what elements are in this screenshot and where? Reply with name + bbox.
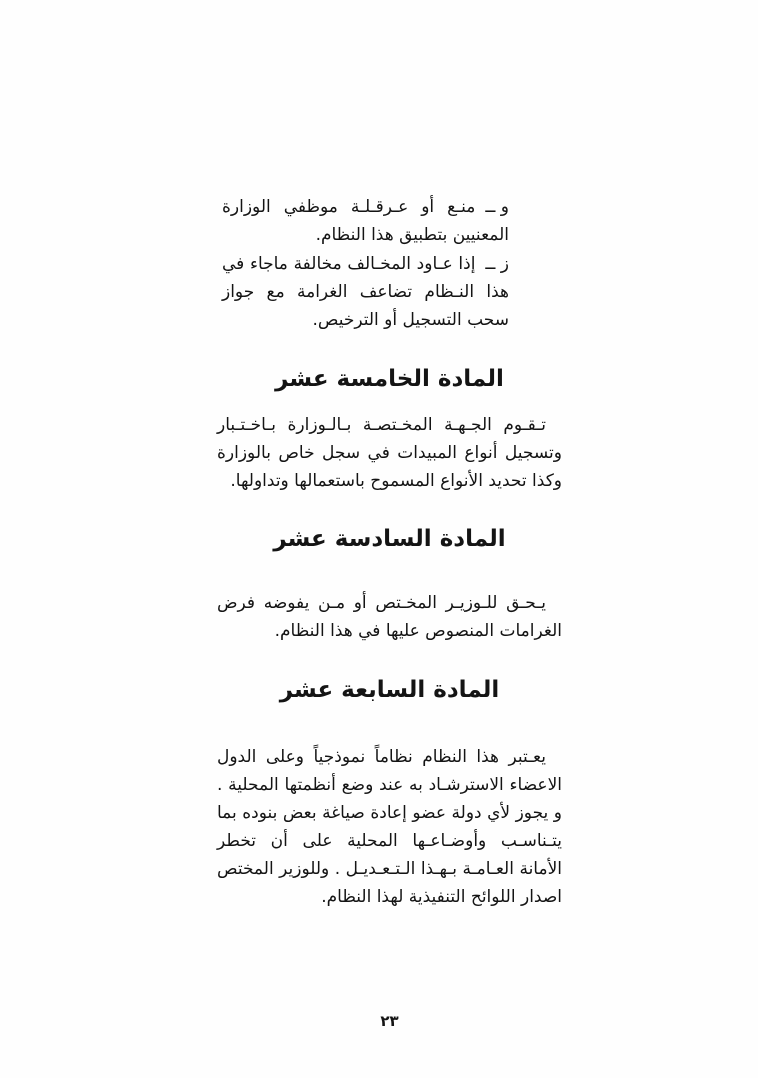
page-number: ٢٣ bbox=[380, 1012, 399, 1030]
article-16-body: يـحـق للـوزيـر المخـتص أو مـن يفوضه فرض الغرامات المنصوص عليها في هذا النظام. bbox=[217, 593, 562, 641]
clause-item-waw bbox=[222, 193, 509, 249]
article-15-heading: المادة الخامسة عشر bbox=[275, 366, 504, 393]
article-16-heading: المادة السادسة عشر bbox=[273, 526, 506, 553]
clause-marker-waw: و ــ bbox=[485, 197, 509, 217]
clause-text-zay: إذا عـاود المخـالف مخالفة ماجاء في هذا النـظام تضاعف الغرامة مع جواز سحب التسجيل أو الترخيص. bbox=[222, 254, 509, 330]
clause-item-zay bbox=[222, 250, 509, 334]
article-17-heading: المادة السابعة عشر bbox=[279, 677, 500, 704]
clause-text-waw: منـع أو عـرقـلـة موظفي الوزارة المعنيين بتطبيق هذا النظام. bbox=[222, 197, 509, 245]
article-15-body: تـقـوم الجـهـة المخـتصـة بـالـوزارة بـاخـتـبار وتسجيل أنواع المبيدات في سجل خاص بالوزارة وكذا تحديد الأنواع المسموح باستعمالها وتداولها. bbox=[217, 415, 562, 491]
article-17-body: يعـتبر هذا النظام نظاماً نموذجياً وعلى الدول الاعضاء الاسترشـاد به عند وضع أنظمتها المحلية . و يجوز لأي دولة عضو إعادة صياغة بعض بنوده بما يتـناسـب وأوضـاعـها المحلية على أن تخطر الأمانة العـامـة بـهـذا الـتـعـديـل . وللوزير المختص اصدار اللوائح التنفيذية لهذا النظام. bbox=[217, 747, 562, 907]
clause-marker-zay: ز ــ bbox=[485, 254, 509, 274]
